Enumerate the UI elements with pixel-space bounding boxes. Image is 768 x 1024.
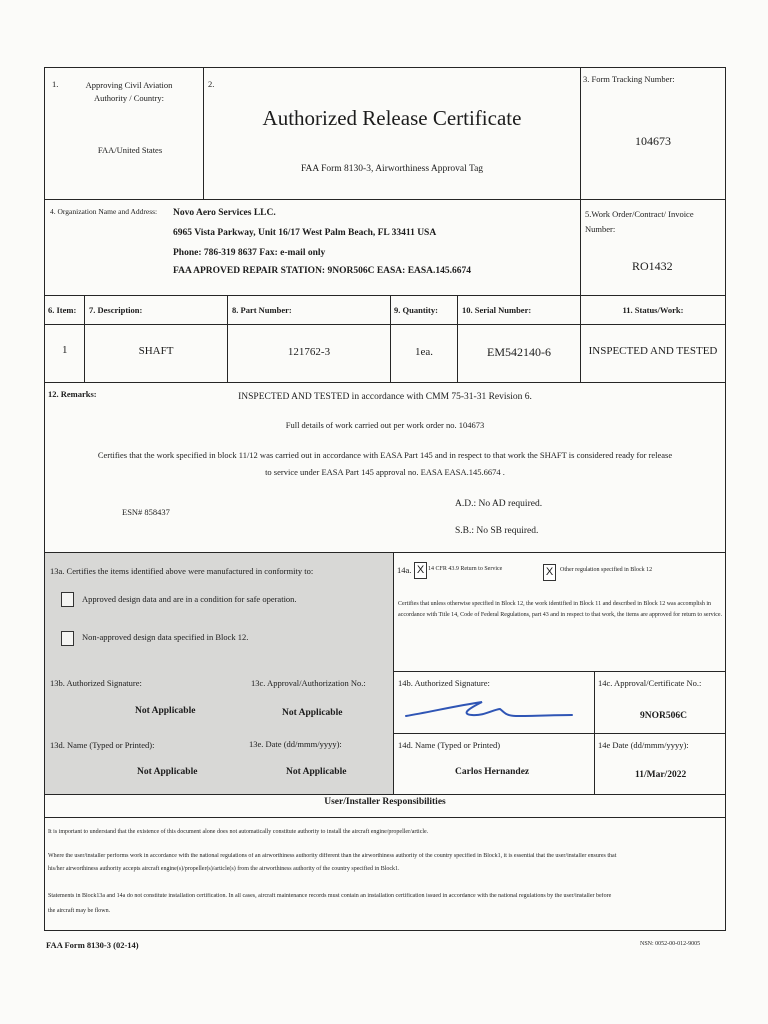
block14a-label: 14a.	[397, 565, 412, 575]
remarks-line1: INSPECTED AND TESTED in accordance with CMM 75-31-31 Revision 6.	[238, 392, 532, 402]
block13e-value: Not Applicable	[286, 767, 347, 777]
block14d-label: 14d. Name (Typed or Printed)	[398, 740, 501, 750]
item-quantity: 1ea.	[414, 346, 433, 358]
block13d-value: Not Applicable	[137, 767, 198, 777]
form-tracking-number: 104673	[635, 134, 671, 148]
org-repair-station: FAA APROVED REPAIR STATION: 9NOR506C EASA: EASA.145.6674	[173, 266, 472, 276]
org-name: Novo Aero Services LLC.	[173, 208, 276, 218]
block13a-label: 13a. Certifies the items identified above were manufactured in conformity to:	[50, 566, 314, 576]
approved-design-label: Approved design data and are in a condition for safe operation.	[82, 594, 297, 604]
header-serial-number: 10. Serial Number:	[462, 305, 532, 315]
other-regulation-label: Other regulation specified in Block 12	[560, 567, 653, 573]
block13e-label: 13e. Date (dd/mmm/yyyy):	[249, 739, 342, 749]
remarks-line4: to service under EASA Part 145 approval no. EASA EASA.145.6674 .	[265, 467, 505, 477]
responsibilities-p3a: Statements in Block13a and 14a do not constitute installation certification. In all cases, aircraft maintenance records must contain an installation certification issued in accordance with the national regulations by the user/installer before	[48, 893, 612, 899]
esn-number: ESN# 858437	[122, 507, 170, 517]
header-quantity: 9. Quantity:	[394, 305, 438, 315]
item-number: 1	[62, 344, 68, 356]
block14b-label: 14b. Authorized Signature:	[398, 678, 490, 688]
item-serial-number: EM542140-6	[487, 345, 551, 359]
remarks-line2: Full details of work carried out per work order no. 104673	[285, 420, 485, 430]
block13c-value: Not Applicable	[282, 708, 343, 718]
block14a-statement: Certifies that unless otherwise specified in Block 12, the work identified in Block 11 and described in Block 12 was accomplish in accordance with Title 14, Code of Federal Regulations, part 43 and in respect to that work, the items are approved for return to service.	[398, 601, 723, 618]
form-title: Authorized Release Certificate	[262, 106, 522, 130]
block5-label: 5.Work Order/Contract/ Invoice Number:	[585, 209, 694, 234]
item-description: SHAFT	[138, 345, 174, 357]
item-part-number: 121762-3	[287, 346, 331, 358]
header-description: 7. Description:	[89, 305, 143, 315]
responsibilities-p3b: the aircraft may be flown.	[48, 908, 111, 914]
block13b-value: Not Applicable	[135, 706, 196, 716]
block4-label: 4. Organization Name and Address:	[50, 207, 158, 216]
org-phone: Phone: 786-319 8637 Fax: e-mail only	[173, 248, 326, 258]
work-order-number: RO1432	[632, 259, 673, 273]
org-address: 6965 Vista Parkway, Unit 16/17 West Palm Beach, FL 33411 USA	[173, 228, 437, 238]
header-part-number: 8. Part Number:	[232, 305, 292, 315]
block1-label: Approving Civil Aviation Authority / Country:	[85, 80, 173, 103]
other-regulation-checkbox[interactable]: X	[543, 564, 556, 581]
return-to-service-label: 14 CFR 43.9 Return to Service	[428, 566, 503, 572]
remarks-label: 12. Remarks:	[48, 389, 97, 399]
nsn-number: NSN: 0052-00-012-9005	[640, 941, 701, 947]
block14c-label: 14c. Approval/Certificate No.:	[598, 678, 702, 688]
form-number: FAA Form 8130-3 (02-14)	[46, 940, 139, 950]
block13c-label: 13c. Approval/Authorization No.:	[251, 678, 366, 688]
block14e-label: 14e Date (dd/mmm/yyyy):	[598, 740, 689, 750]
authorized-signature	[400, 694, 580, 728]
responsibilities-p2b: his/her airworthiness authority accepts aircraft engine(s)/propeller(s)/article(s) from the airworthiness authority of the country specified in Block1.	[48, 866, 400, 872]
block14c-value: 9NOR506C	[640, 711, 687, 721]
block13b-label: 13b. Authorized Signature:	[50, 678, 142, 688]
responsibilities-title: User/Installer Responsibilities	[324, 797, 446, 807]
block13d-label: 13d. Name (Typed or Printed):	[50, 740, 155, 750]
header-item: 6. Item:	[48, 305, 77, 315]
return-to-service-checkbox[interactable]: X	[414, 562, 427, 579]
block3-label: 3. Form Tracking Number:	[583, 74, 675, 84]
block1-number: 1.	[52, 79, 59, 89]
remarks-line3: Certifies that the work specified in block 11/12 was carried out in accordance with EASA Part 145 and in respect to that work the SHAFT is considered ready for release	[97, 450, 673, 460]
sb-status: S.B.: No SB required.	[455, 526, 539, 536]
responsibilities-p2a: Where the user/installer performs work in accordance with the national regulations of an airworthiness authority different than the airworthiness authority of the country specified in Block1, it is essential that the user/installer ensures that	[48, 853, 617, 859]
non-approved-design-checkbox[interactable]	[61, 631, 74, 646]
item-status-work: INSPECTED AND TESTED	[588, 345, 718, 357]
header-status-work: 11. Status/Work:	[622, 305, 684, 315]
approved-design-checkbox[interactable]	[61, 592, 74, 607]
block14e-value: 11/Mar/2022	[635, 770, 687, 780]
block2-number: 2.	[208, 79, 215, 89]
form-subtitle: FAA Form 8130-3, Airworthiness Approval Tag	[300, 164, 484, 174]
approving-authority: FAA/United States	[97, 145, 163, 155]
responsibilities-p1: It is important to understand that the existence of this document alone does not automatically constitute authority to install the aircraft engine/propeller/article.	[48, 829, 429, 835]
non-approved-design-label: Non-approved design data specified in Block 12.	[82, 632, 249, 642]
block14d-value: Carlos Hernandez	[455, 767, 530, 777]
ad-status: A.D.: No AD required.	[455, 499, 543, 509]
